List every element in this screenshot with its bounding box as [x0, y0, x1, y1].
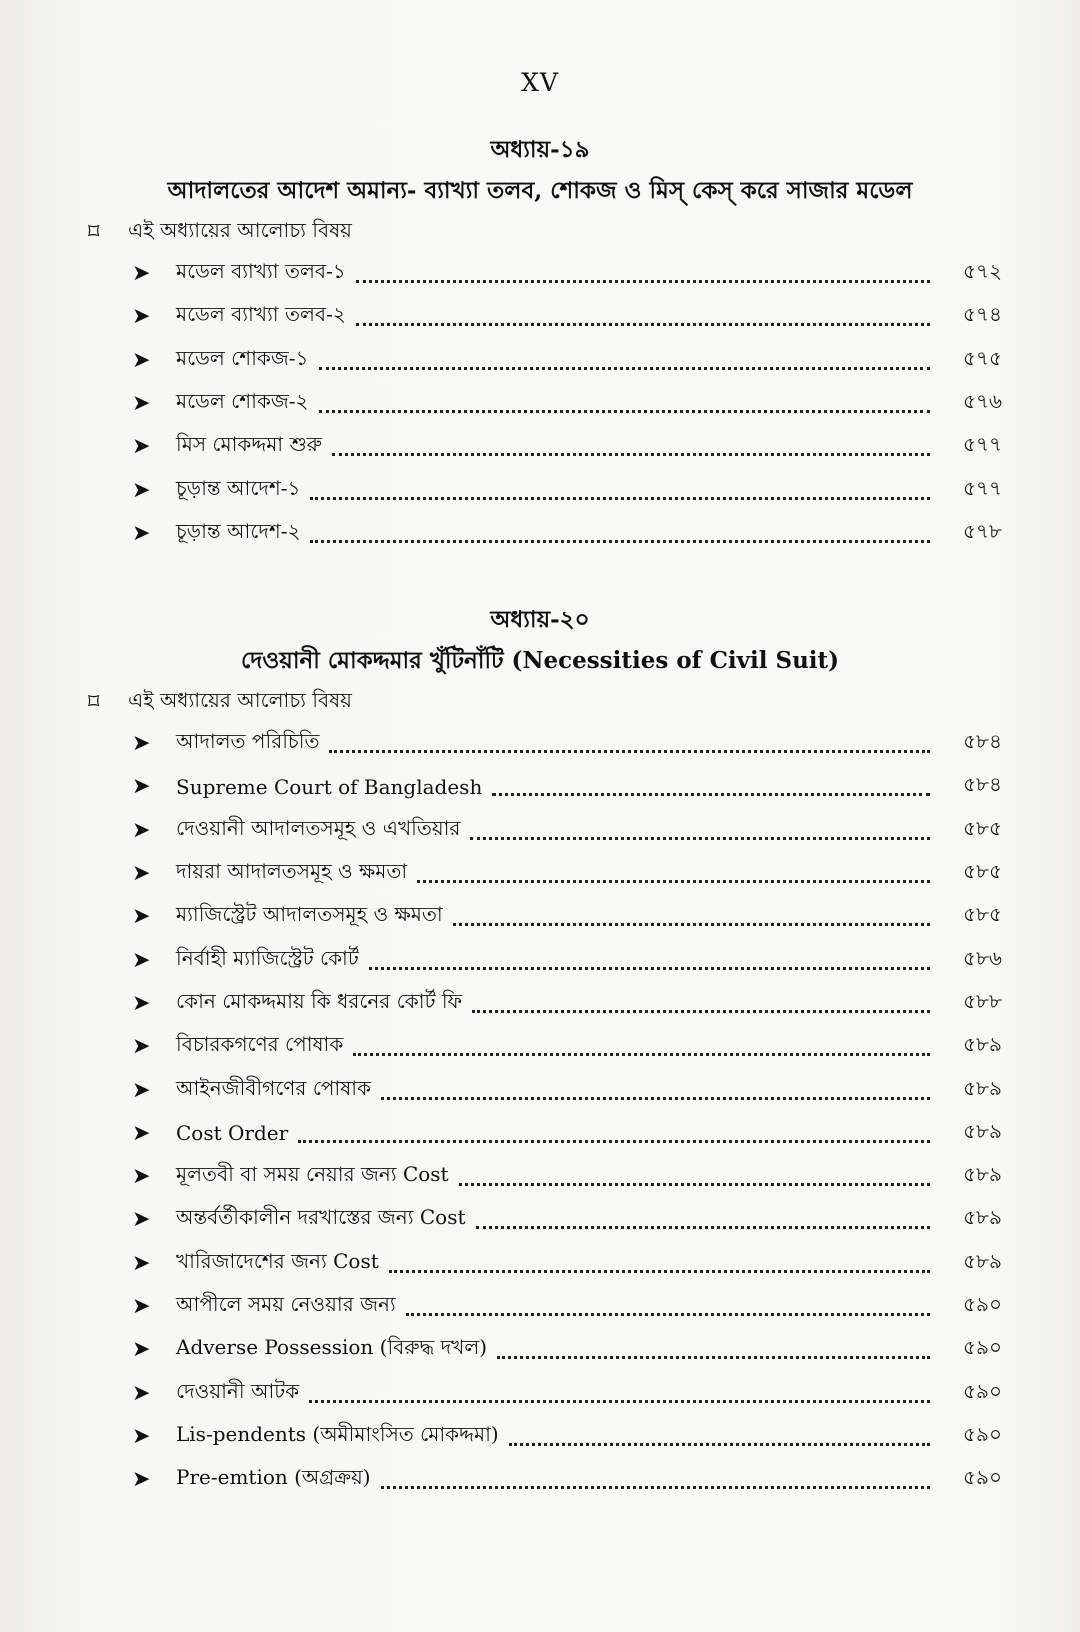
toc-entry: [132, 1328, 1002, 1371]
arrow-bullet-icon: ➤: [132, 1164, 151, 1190]
arrow-bullet-icon: ➤: [132, 817, 151, 843]
toc-entry: [132, 1415, 1002, 1458]
toc-entry-label: দেওয়ানী আটক: [176, 1378, 300, 1403]
toc-entry-page: ৫৮৫: [963, 859, 1002, 884]
arrow-bullet-icon: ➤: [132, 477, 151, 503]
toc-entry-page: ৫৭৮: [963, 518, 1002, 543]
dot-leader: [332, 451, 930, 456]
arrow-bullet-icon: ➤: [132, 1120, 151, 1146]
toc-entry-label: আইনজীবীগণের পোষাক: [176, 1075, 372, 1100]
toc-entry-label: Supreme Court of Bangladesh: [176, 774, 483, 799]
toc-entry-label: চূড়ান্ত আদেশ-২: [176, 518, 301, 543]
toc-entry-page: ৫৮৯: [963, 1118, 1002, 1143]
toc-entry: [132, 722, 1002, 765]
arrow-bullet-icon: ➤: [132, 261, 151, 287]
toc-list: [0, 252, 1080, 555]
toc-entry-label: দায়রা আদালতসমূহ ও ক্ষমতা: [176, 859, 408, 884]
toc-entry-label: Cost Order: [176, 1121, 289, 1146]
arrow-bullet-icon: ➤: [132, 861, 151, 887]
dot-leader: [310, 538, 930, 543]
arrow-bullet-icon: ➤: [132, 1034, 151, 1060]
topics-heading-text: এই অধ্যায়ের আলোচ্য বিষয়: [128, 217, 352, 242]
toc-entry-label: মডেল ব্যাখ্যা তলব-১: [176, 259, 346, 284]
chapter-title: দেওয়ানী মোকদ্দমার খুঁটিনাঁটি (Necessities of Civil Suit): [240, 647, 840, 674]
toc-entry-label: Pre-emtion (অগ্রক্রয়): [176, 1465, 371, 1490]
toc-entry-page: ৫৮৪: [963, 772, 1002, 797]
arrow-bullet-icon: ➤: [132, 304, 151, 330]
toc-entry-page: ৫৮৮: [963, 988, 1002, 1013]
toc-entry-label: খারিজাদেশের জন্য Cost: [176, 1248, 379, 1273]
toc-entry-page: ৫৮৯: [963, 1248, 1002, 1273]
toc-entry-page: ৫৮৬: [963, 945, 1002, 970]
arrow-bullet-icon: ➤: [132, 1250, 151, 1276]
toc-entry-page: ৫৮৫: [963, 815, 1002, 840]
toc-entry-label: মডেল ব্যাখ্যা তলব-২: [176, 302, 346, 327]
toc-entry-page: ৫৯০: [963, 1378, 1002, 1403]
arrow-bullet-icon: ➤: [132, 520, 151, 546]
toc-entry: [132, 468, 1002, 511]
dot-leader: [470, 835, 930, 840]
dot-leader: [389, 1268, 930, 1273]
toc-entry: [132, 512, 1002, 555]
toc-entry: [132, 252, 1002, 295]
toc-entry-page: ৫৯০: [963, 1465, 1002, 1490]
dot-leader: [509, 1441, 930, 1446]
dot-leader: [319, 365, 931, 370]
chapter-title: আদালতের আদেশ অমান্য- ব্যাখ্যা তলব, শোকজ ও মিস্ কেস্ করে সাজার মডেল: [167, 177, 913, 204]
arrow-bullet-icon: ➤: [132, 904, 151, 930]
dot-leader: [459, 1181, 930, 1186]
toc-entry-label: Lis-pendents (অমীমাংসিত মোকদ্দমা): [176, 1421, 499, 1446]
dot-leader: [356, 321, 930, 326]
dot-leader: [381, 1484, 930, 1489]
toc-entry-page: ৫৭৭: [963, 432, 1002, 457]
arrow-bullet-icon: ➤: [132, 774, 151, 800]
toc-entry-label: অন্তর্বর্তীকালীন দরখাস্তের জন্য Cost: [176, 1205, 466, 1230]
toc-entry-page: ৫৭৫: [963, 345, 1002, 370]
dot-leader: [356, 278, 930, 283]
toc-entry-label: আপীলে সময় নেওয়ার জন্য: [176, 1292, 396, 1316]
toc-entry-label: বিচারকগণের পোষাক: [176, 1032, 344, 1057]
dot-leader: [329, 748, 930, 753]
chapter-label: অধ্যায়-২০: [490, 606, 590, 633]
toc-entry-page: ৫৯০: [963, 1421, 1002, 1446]
chapter-19: [0, 130, 1080, 555]
dot-leader: [476, 1224, 930, 1229]
dot-leader: [353, 1051, 930, 1056]
dot-leader: [381, 1095, 930, 1100]
toc-entry-label: ম্যাজিস্ট্রেট আদালতসমূহ ও ক্ষমতা: [176, 902, 443, 927]
toc-entry-label: মডেল শোকজ-২: [176, 389, 309, 414]
toc-entry: [132, 1242, 1002, 1285]
toc-entry-label: Adverse Possession (বিরুদ্ধ দখল): [176, 1335, 488, 1360]
dot-leader: [492, 791, 930, 796]
topics-heading: [88, 682, 1080, 722]
toc-entry: [132, 895, 1002, 938]
dot-leader: [497, 1354, 930, 1359]
toc-entry-page: ৫৯০: [963, 1335, 1002, 1360]
toc-entry-page: ৫৮৯: [963, 1162, 1002, 1187]
toc-entry: [132, 852, 1002, 895]
arrow-bullet-icon: ➤: [132, 1294, 151, 1319]
toc-entry-page: ৫৭৭: [963, 475, 1002, 500]
arrow-bullet-icon: ➤: [132, 1423, 151, 1449]
arrow-bullet-icon: ➤: [132, 1380, 151, 1406]
toc-entry: [132, 1458, 1002, 1501]
toc-entry: [132, 982, 1002, 1025]
arrow-bullet-icon: ➤: [132, 1337, 151, 1363]
arrow-bullet-icon: ➤: [132, 391, 151, 417]
toc-entry-page: ৫৭৬: [963, 389, 1002, 414]
toc-entry-page: ৫৭২: [963, 259, 1002, 284]
toc-entry-page: ৫৯০: [963, 1292, 1002, 1316]
toc-entry: [132, 1198, 1002, 1241]
dot-leader: [298, 1138, 930, 1143]
toc-entry: [132, 339, 1002, 382]
toc-entry-page: ৫৮৯: [963, 1032, 1002, 1057]
toc-entry: [132, 1285, 1002, 1328]
toc-entry: [132, 765, 1002, 808]
toc-entry-page: ৫৭৪: [963, 302, 1002, 327]
toc-entry-label: আদালত পরিচিতি: [176, 729, 320, 754]
square-bullet-icon: ⌑: [88, 689, 100, 715]
arrow-bullet-icon: ➤: [132, 434, 151, 460]
toc-entry: [132, 295, 1002, 338]
toc-entry-label: কোন মোকদ্দমায় কি ধরনের কোর্ট ফি: [176, 988, 463, 1013]
toc-entry-label: মডেল শোকজ-১: [176, 345, 309, 370]
toc-entry-page: ৫৮৯: [963, 1205, 1002, 1230]
dot-leader: [310, 495, 930, 500]
dot-leader: [319, 408, 930, 413]
dot-leader: [309, 1398, 930, 1403]
toc-entry: [132, 1371, 1002, 1414]
toc-entry-label: নির্বাহী ম্যাজিস্ট্রেট কোর্ট: [176, 945, 359, 970]
arrow-bullet-icon: ➤: [132, 1207, 151, 1233]
dot-leader: [369, 965, 930, 970]
topics-heading: [88, 212, 1080, 252]
arrow-bullet-icon: ➤: [132, 1467, 151, 1493]
arrow-bullet-icon: ➤: [132, 990, 151, 1016]
toc-list: [0, 722, 1080, 1501]
chapter-20: [0, 600, 1080, 1501]
chapter-label: অধ্যায়-১৯: [490, 136, 590, 163]
dot-leader: [472, 1008, 930, 1013]
toc-entry-page: ৫৮৯: [963, 1075, 1002, 1100]
toc-entry: [132, 425, 1002, 468]
arrow-bullet-icon: ➤: [132, 1077, 151, 1103]
dot-leader: [417, 878, 930, 883]
toc-entry: [132, 938, 1002, 981]
toc-entry: [132, 809, 1002, 852]
square-bullet-icon: ⌑: [88, 219, 100, 245]
toc-entry: [132, 1112, 1002, 1155]
dot-leader: [406, 1311, 930, 1316]
toc-entry-label: মূলতবী বা সময় নেয়ার জন্য Cost: [176, 1162, 449, 1187]
topics-heading-text: এই অধ্যায়ের আলোচ্য বিষয়: [128, 687, 352, 712]
toc-entry-label: মিস মোকদ্দমা শুরু: [176, 432, 323, 457]
toc-entry: [132, 1068, 1002, 1111]
toc-entry-label: দেওয়ানী আদালতসমূহ ও এখতিয়ার: [176, 815, 461, 840]
page-number: XV: [521, 68, 559, 97]
toc-entry-page: ৫৮৫: [963, 902, 1002, 927]
arrow-bullet-icon: ➤: [132, 347, 151, 373]
toc-entry-label: চূড়ান্ত আদেশ-১: [176, 475, 301, 500]
toc-entry: [132, 1025, 1002, 1068]
arrow-bullet-icon: ➤: [132, 731, 151, 757]
toc-entry-page: ৫৮৪: [963, 729, 1002, 754]
arrow-bullet-icon: ➤: [132, 947, 151, 973]
toc-entry: [132, 1155, 1002, 1198]
dot-leader: [453, 921, 930, 926]
toc-entry: [132, 382, 1002, 425]
